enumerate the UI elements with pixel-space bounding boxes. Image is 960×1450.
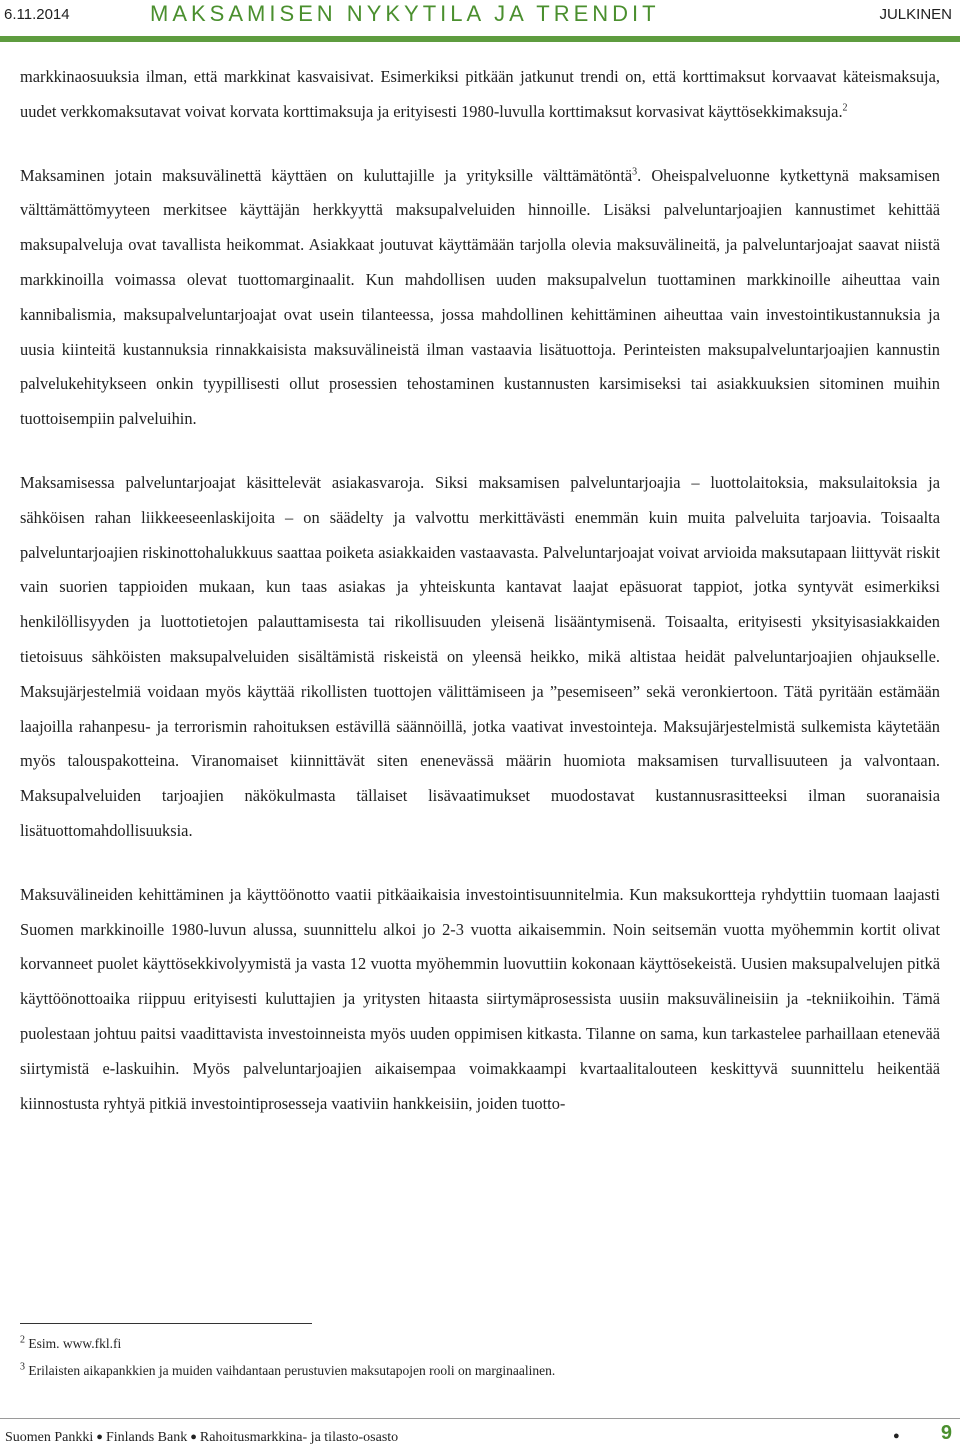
header-classification: JULKINEN	[879, 6, 952, 23]
bullet-icon: ●	[190, 1431, 197, 1443]
footer-org-sv: Finlands Bank	[105, 1430, 188, 1445]
bullet-icon: ●	[96, 1431, 103, 1443]
paragraph-1-text: markkinaosuuksia ilman, että markkinat kasvaisivat. Esimerkiksi pitkään jatkunut trendi on, että korttimaksut korvaavat käteismaksuja, uudet verkkomaksutavat voivat korvata korttimaksuja ja erityisesti 1980-luvulla korttimaksut korvasivat käyttösekkimaksuja.	[20, 67, 940, 121]
footnote-ref-2: 2	[842, 102, 848, 114]
paragraph-1	[20, 60, 940, 130]
footnote-3-number: 3	[20, 1361, 25, 1373]
page-header	[0, 0, 960, 40]
footnotes	[20, 1336, 920, 1390]
paragraph-2-text-a: Maksaminen jotain maksuvälinettä käyttäen on kuluttajille ja yrityksille välttämätöntä	[20, 165, 633, 185]
header-bar	[0, 36, 960, 42]
paragraph-4: Maksuvälineiden kehittäminen ja käyttöönotto vaatii pitkäaikaisia investointisuunnitelmia. Kun maksukortteja ryhdyttiin tuomaan laajasti Suomen markkinoille 1980-luvun alussa, suunnittelu alkoi jo 2-3 vuotta aikaisemmin. Noin seitsemän vuotta myöhemmin kortit olivat korvanneet puolet käyttösekkivolyymistä ja vasta 12 vuotta myöhemmin luovuttiin kokonaan käyttösekeistä. Uusien maksupalvelujen pitkä käyttöönottoaika riippuu erityisesti kuluttajien ja yritysten hitaasta siirtymäprosessista uusiin maksuvälineisiin ja -tekniikoihin. Tämä puolestaan johtuu paitsi vaadittavista investoinneista myös uuden oppimisen kitkasta. Tilanne on sama, kun tarkastelee parhaillaan etenevää siirtymistä e-laskuihin. Myös palveluntarjoajien aikaisempaa voimakkaampi kvartaalitalouteen keskittyvä suunnittelu heikentää kiinnostusta ryhtyä pitkiä investointiprosesseja vaativiin hankkeisiin, joiden tuotto-	[20, 884, 940, 1113]
header-title: MAKSAMISEN NYKYTILA JA TRENDIT	[150, 1, 660, 26]
footnote-separator	[20, 1323, 312, 1324]
footer-department: Rahoitusmarkkina- ja tilasto-osasto	[199, 1430, 399, 1445]
footnote-2-number: 2	[20, 1334, 25, 1346]
document-body	[20, 60, 940, 1121]
footnote-ref-3: 3	[632, 166, 638, 178]
paragraph-2-text-b: . Oheispalveluonne kytkettynä maksamisen välttämättömyyteen merkitsee käyttäjän herkkyyttä maksupalveluiden hinnoille. Lisäksi palveluntarjoajien kannustimet kehittää maksupalveluja ovat tavallista heikommat. Asiakkaat joutuvat käyttämään tarjolla olevia maksuvälineitä, ja palveluntarjoajat saavat niistä markkinoilla voimassa olevat tuottomarginaalit. Kun mahdollisen uuden maksupalvelun tuottaminen markkinoille aiheuttaa vain kannibalismia, maksupalveluntarjoajat ovat usein tilanteessa, jossa mahdollinen kehittäminen aiheuttaa vain investointikustannuksia ja uusia kiinteitä kustannuksia rinnakkaisista maksuvälineistä ilman vastaavia lisätuottoja. Perinteisten maksupalveluntarjoajien kannustin palvelukehitykseen onkin tyypillisesti ollut prosessien tehostaminen kustannusten karsimiseksi tai asiakkuuksien sitominen muihin tuottoisempiin palveluihin.	[20, 165, 941, 429]
paragraph-3: Maksamisessa palveluntarjoajat käsittelevät asiakasvaroja. Siksi maksamisen palveluntarjoajia – luottolaitoksia, maksulaitoksia ja sähköisen rahan liikkeeseenlaskijoita – on säädelty ja valvottu merkittävästi enemmän kuin muita palveluita tarjoavia. Toisaalta palveluntarjoajien riskinottohalukkuus saattaa poiketa asiakkaiden vastaavasta. Palveluntarjoajat voivat arvioida maksutapaan liittyvät riskit vain suorien tappioiden mukaan, kun taas asiakas ja yhteiskunta kantavat laajat epäsuorat tappiot, jotka syntyvät esimerkiksi henkilöllisyyden ja luottotietojen palauttamisesta tai rikollisuuden yleisenä lisääntymisenä. Toisaalta, erityisesti yksityisasiakkaiden tietoisuus sähköisten maksupalveluiden sisältämistä riskeistä on yleensä heikko, mikä altistaa heidät palveluntarjoajien ohjaukselle. Maksujärjestelmiä voidaan myös käyttää rikollisten tuottojen välittämiseen ja ”pesemiseen” sekä veronkiertoon. Tätä pyritään estämään laajoilla rahanpesu- ja terrorismin rahoituksen estävillä säännöillä, jotka vaativat investointeja. Maksujärjestelmistä sulkemista käytetään myös talouspakotteina. Viranomaiset kiinnittävät siten enenevässä määrin huomiota maksamisen turvallisuuteen ja valvontaan. Maksupalveluiden tarjoajien näkökulmasta tällaiset lisävaatimukset muodostavat kustannusrasitteeksi ilman suoranaisia lisätuottomahdollisuuksia.	[20, 472, 940, 840]
paragraph-2	[20, 159, 940, 437]
footnote-2	[20, 1336, 920, 1352]
footnote-2-text: Esim. www.fkl.fi	[28, 1336, 122, 1351]
page-footer	[0, 1418, 960, 1450]
page-number: 9	[940, 1422, 952, 1444]
bullet-icon: ●	[893, 1430, 900, 1442]
header-date: 6.11.2014	[4, 6, 70, 23]
footer-text	[5, 1430, 398, 1446]
footnote-3	[20, 1363, 920, 1379]
footer-org-fi: Suomen Pankki	[5, 1430, 94, 1445]
footnote-3-text: Erilaisten aikapankkien ja muiden vaihdantaan perustuvien maksutapojen rooli on marginaalinen.	[28, 1363, 556, 1378]
footer-rule	[0, 1418, 960, 1419]
